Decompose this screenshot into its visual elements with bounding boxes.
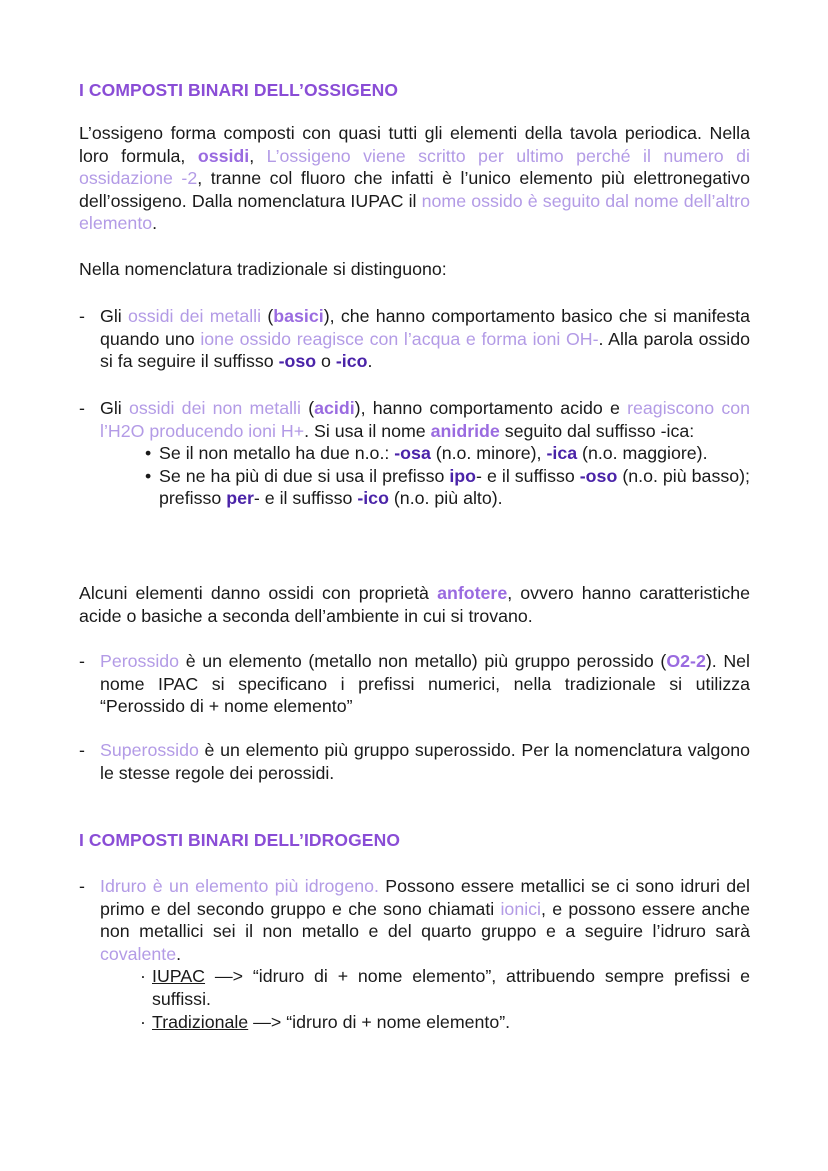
list-item-peroxide <box>79 650 750 718</box>
highlight-acidi: acidi <box>314 398 355 418</box>
text: —> “idruro di + nome elemento”, attribuendo sempre prefissi e suffissi. <box>152 966 750 1009</box>
list-item-superoxide <box>79 739 750 784</box>
text: - e il suffisso <box>253 488 358 509</box>
underlined-term: IUPAC <box>152 966 206 987</box>
intro-paragraph <box>79 122 750 235</box>
text: - e il suffisso <box>476 465 580 486</box>
list-item-hydride <box>79 875 750 1033</box>
highlight-anidride: anidride <box>430 420 500 441</box>
text: (n.o. maggiore). <box>577 443 708 464</box>
bullet-icon: • <box>145 443 152 464</box>
sub-list <box>100 442 750 510</box>
dash-marker: - <box>79 651 85 671</box>
highlight-text: ossidi dei non metalli <box>128 398 301 418</box>
highlight-text: ione ossido reagisce con l’acqua e forma ioni OH- <box>200 328 599 349</box>
highlight-o2-2: O2-2 <box>666 651 706 671</box>
text: seguito dal suffisso -ica: <box>499 420 695 441</box>
section-heading-hydrogen: I COMPOSTI BINARI DELL’IDROGENO <box>79 830 401 850</box>
section-heading-oxygen: I COMPOSTI BINARI DELL’OSSIGENO <box>79 80 399 100</box>
list-item-body <box>100 875 750 965</box>
text: Gli <box>100 306 128 326</box>
text: . <box>367 351 373 372</box>
highlight-ossidi: ossidi <box>197 145 250 166</box>
text: . Si usa il nome <box>304 420 431 441</box>
amphoteric-paragraph <box>79 582 750 627</box>
highlight-text: L’ossigeno viene scritto per ultimo perché il numero di ossidazione -2 <box>79 145 750 189</box>
list-item-nonmetal-oxides <box>79 397 750 510</box>
text: ( <box>300 398 315 418</box>
suffix-ico: -ico <box>357 488 389 509</box>
dash-marker: - <box>79 306 85 326</box>
sub-list <box>100 965 750 1033</box>
sub-bullet-two-no <box>145 442 750 465</box>
text: (n.o. più alto). <box>388 488 503 509</box>
highlight-superossido: Superossido <box>100 740 199 760</box>
text: Se ne ha più di due si usa il prefisso <box>159 465 450 486</box>
text: è un elemento più gruppo superossido. Per la nomenclatura valgono le stesse regole dei perossidi. <box>100 740 750 783</box>
highlight-perossido: Perossido <box>100 651 180 671</box>
text: ( <box>261 306 274 326</box>
list-item-body <box>100 650 750 718</box>
text: Gli <box>100 398 129 418</box>
text: , e possono essere anche non metallici sei il non metallo e del quarto gruppo e a seguire l’idruro sarà <box>100 898 750 942</box>
highlight-text: ossidi dei metalli <box>128 306 262 326</box>
sub-bullet-traditional <box>140 1011 750 1034</box>
sub-bullet-more-no <box>145 465 750 510</box>
text: Se il non metallo ha due n.o.: <box>159 443 395 464</box>
suffix-oso: -oso <box>278 351 317 372</box>
suffix-oso: -oso <box>579 465 618 486</box>
text: Alcuni elementi danno ossidi con proprietà <box>79 583 438 603</box>
text: è un elemento (metallo non metallo) più gruppo perossido ( <box>179 651 667 671</box>
text: ), che hanno comportamento basico che si manifesta quando uno <box>100 306 751 349</box>
highlight-basici: basici <box>273 306 324 326</box>
dash-marker: - <box>79 876 85 896</box>
list-item-body <box>100 397 750 442</box>
text: , tranne col fluoro che infatti è l’unico elemento più elettronegativo dell’ossigeno. Dalla nomenclatura IUPAC il <box>79 168 750 211</box>
text: . <box>176 943 182 964</box>
suffix-ico: -ico <box>335 351 368 372</box>
list-item-metal-oxides <box>79 305 750 373</box>
prefix-per: per <box>226 488 254 509</box>
list-item-body <box>100 739 750 784</box>
list-item-body <box>100 305 750 373</box>
text: o <box>316 351 336 372</box>
text: —> “idruro di + nome elemento”. <box>248 1011 511 1032</box>
dash-marker: - <box>79 398 85 418</box>
bullet-icon: · <box>140 1011 146 1032</box>
text: , <box>249 145 267 166</box>
text: ). Nel nome IPAC si specificano i prefissi numerici, nella tradizionale si utilizza “Perossido di + nome elemento” <box>100 651 751 717</box>
sub-bullet-iupac <box>140 965 750 1010</box>
text: (n.o. minore), <box>430 443 547 464</box>
text: . <box>152 213 158 234</box>
text: (n.o. più basso); prefisso <box>159 465 750 509</box>
highlight-ionici: ionici <box>500 898 542 919</box>
highlight-anfotere: anfotere <box>437 583 508 603</box>
highlight-text: Idruro è un elemento più idrogeno. <box>100 876 379 896</box>
suffix-ica: -ica <box>546 443 578 464</box>
text: . Alla parola ossido si fa seguire il suffisso <box>100 328 750 372</box>
underlined-term: Tradizionale <box>152 1011 249 1032</box>
text: , ovvero hanno caratteristiche acide o basiche a seconda dell’ambiente in cui si trovano. <box>79 583 750 626</box>
highlight-text: nome ossido è seguito dal nome dell’altro elemento <box>79 190 750 234</box>
text: Possono essere metallici se ci sono idruri del primo e del secondo gruppo e che sono chiamati <box>100 876 750 919</box>
bullet-icon: • <box>145 465 152 486</box>
dash-marker: - <box>79 740 85 760</box>
traditional-intro: Nella nomenclatura tradizionale si distinguono: <box>79 259 447 279</box>
bullet-icon: · <box>140 966 146 987</box>
highlight-text: reagiscono con l’H2O producendo ioni H+ <box>100 398 751 441</box>
text: L’ossigeno forma composti con quasi tutti gli elementi della tavola periodica. Nella loro formula, <box>79 123 750 166</box>
text: ), hanno comportamento acido e <box>354 398 628 418</box>
highlight-covalente: covalente <box>100 943 177 964</box>
prefix-ipo: ipo <box>449 465 477 486</box>
suffix-osa: -osa <box>394 443 431 464</box>
